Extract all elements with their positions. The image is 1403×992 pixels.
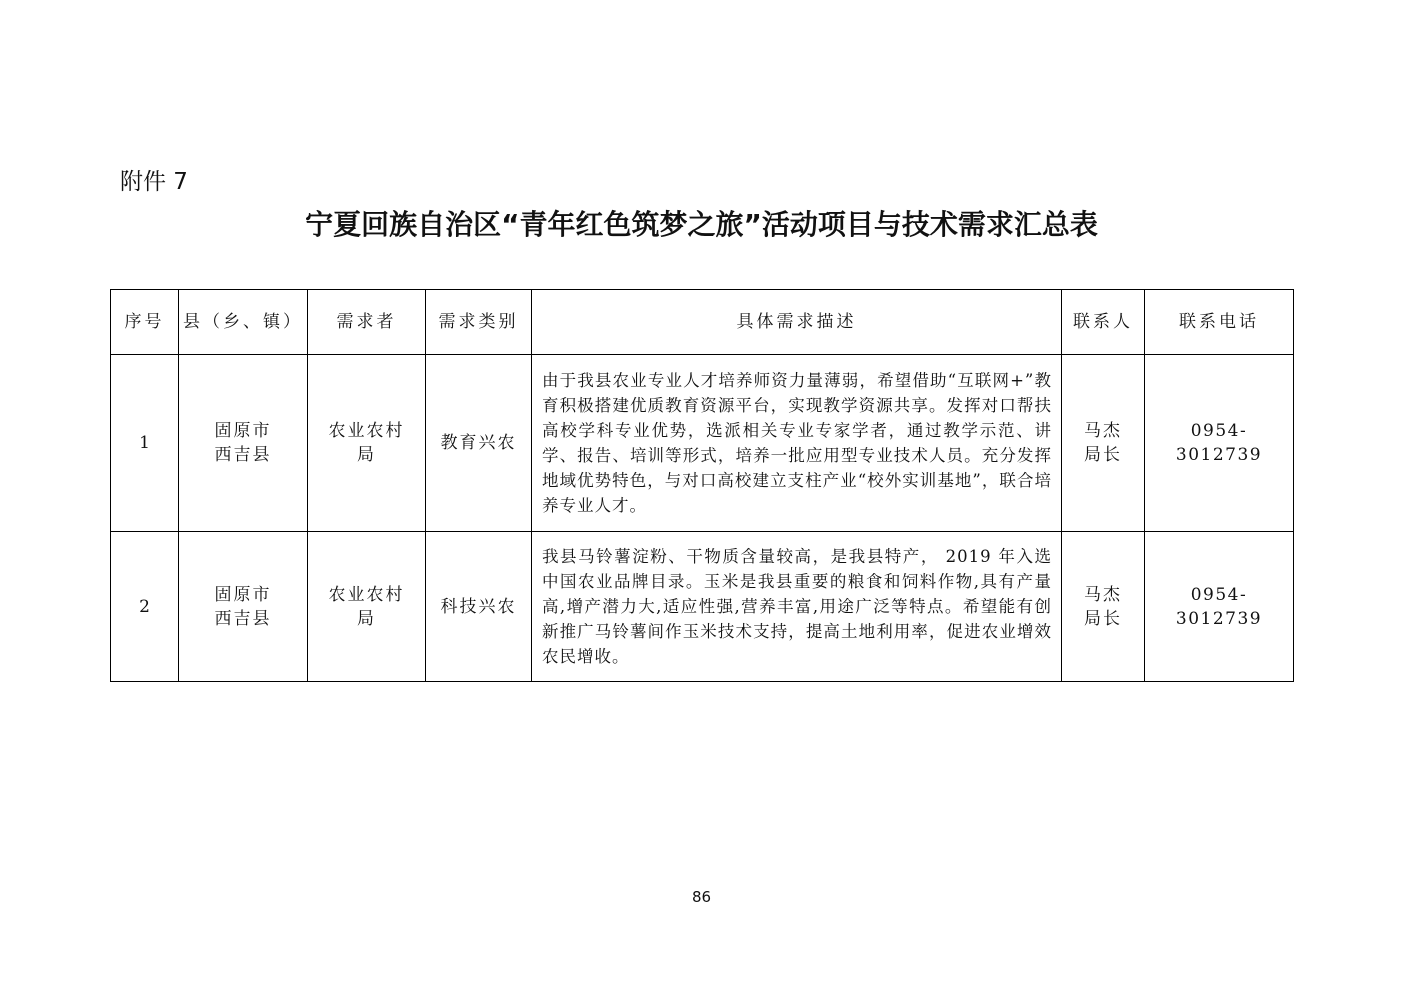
table-row — [111, 355, 1294, 532]
row-phone: 0954-3012739 — [1145, 532, 1294, 682]
row-county: 固原市 西吉县 — [179, 355, 308, 532]
row-description: 我县马铃薯淀粉、干物质含量较高，是我县特产， 2019 年入选中国农业品牌目录。玉米是我县重要的粮食和饲料作物,具有产量高,增产潜力大,适应性强,营养丰富,用途广泛等特点。希望能有创新推广马铃薯间作玉米技术支持，提高土地利用率，促进农业增效农民增收。 — [532, 532, 1062, 682]
header-county: 县（乡、镇） — [179, 290, 308, 355]
row-index: 2 — [111, 532, 179, 682]
row-phone: 0954-3012739 — [1145, 355, 1294, 532]
header-index: 序号 — [111, 290, 179, 355]
header-contact: 联系人 — [1062, 290, 1145, 355]
row-category: 科技兴农 — [426, 532, 532, 682]
attachment-label: 附件 7 — [120, 169, 188, 195]
row-description: 由于我县农业专业人才培养师资力量薄弱，希望借助“互联网+”教育积极搭建优质教育资源平台，实现教学资源共享。发挥对口帮扶高校学科专业优势，选派相关专业专家学者，通过教学示范、讲学、报告、培训等形式，培养一批应用型专业技术人员。充分发挥地域优势特色，与对口高校建立支柱产业“校外实训基地”，联合培养专业人才。 — [532, 355, 1062, 532]
row-county: 固原市 西吉县 — [179, 532, 308, 682]
header-phone: 联系电话 — [1145, 290, 1294, 355]
header-category: 需求类别 — [426, 290, 532, 355]
header-description: 具体需求描述 — [532, 290, 1062, 355]
row-contact: 马杰 局长 — [1062, 355, 1145, 532]
table-row — [111, 532, 1294, 682]
page-number: 86 — [691, 888, 712, 906]
requirements-table — [110, 289, 1294, 682]
document-title: 宁夏回族自治区“青年红色筑梦之旅”活动项目与技术需求汇总表 — [305, 208, 1098, 241]
row-category: 教育兴农 — [426, 355, 532, 532]
header-requester: 需求者 — [308, 290, 426, 355]
row-contact: 马杰 局长 — [1062, 532, 1145, 682]
row-requester: 农业农村 局 — [308, 355, 426, 532]
row-requester: 农业农村 局 — [308, 532, 426, 682]
row-index: 1 — [111, 355, 179, 532]
table-header-row — [111, 290, 1294, 355]
